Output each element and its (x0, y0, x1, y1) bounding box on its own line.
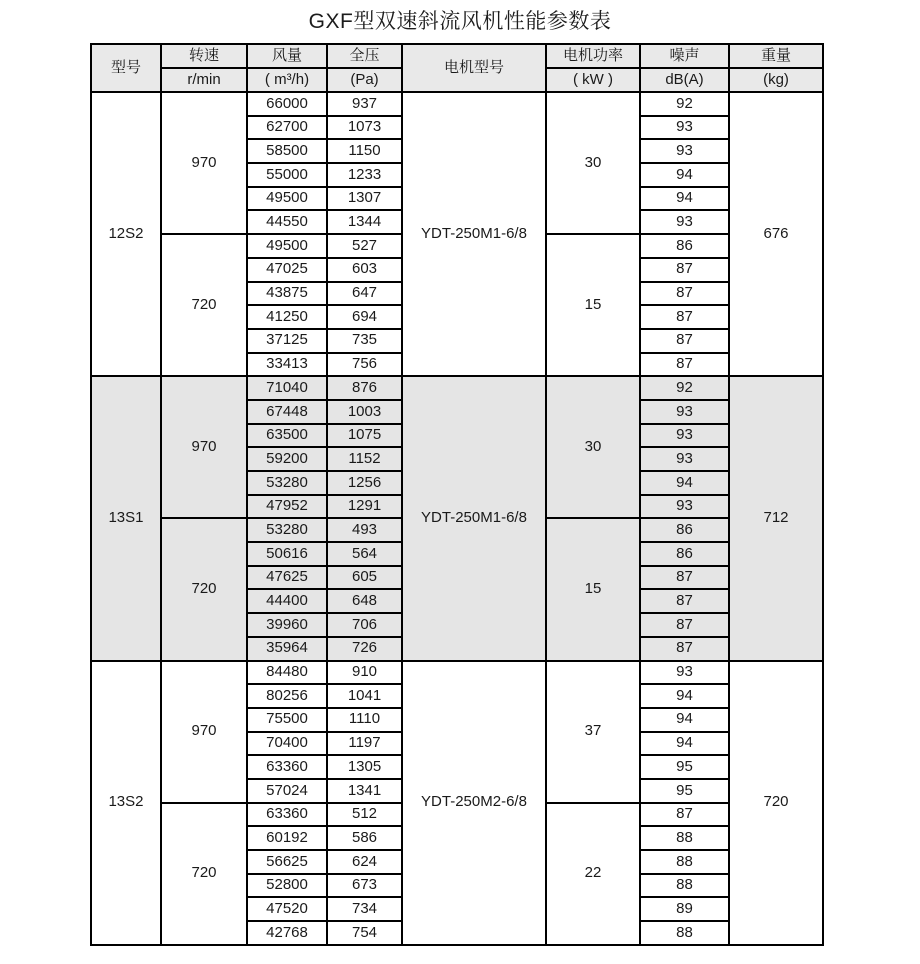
power-cell: 30 (546, 376, 640, 518)
page-title: GXF型双速斜流风机性能参数表 (308, 10, 612, 33)
pressure-cell: 726 (327, 637, 402, 661)
flow-cell: 44550 (247, 210, 327, 234)
pressure-cell: 706 (327, 613, 402, 637)
flow-cell: 49500 (247, 187, 327, 211)
noise-cell: 94 (640, 708, 729, 732)
pressure-cell: 1041 (327, 684, 402, 708)
pressure-cell: 1075 (327, 424, 402, 448)
pressure-cell: 754 (327, 921, 402, 945)
noise-cell: 93 (640, 116, 729, 140)
noise-cell: 95 (640, 779, 729, 803)
motor-cell: YDT-250M2-6/8 (402, 661, 546, 945)
noise-cell: 93 (640, 424, 729, 448)
pressure-cell: 937 (327, 92, 402, 116)
header-noise-unit: dB(A) (640, 68, 729, 92)
flow-cell: 56625 (247, 850, 327, 874)
header-pressure: 全压 (327, 44, 402, 68)
noise-cell: 87 (640, 566, 729, 590)
flow-cell: 52800 (247, 874, 327, 898)
pressure-cell: 734 (327, 897, 402, 921)
pressure-cell: 1305 (327, 755, 402, 779)
model-cell: 13S1 (91, 376, 161, 660)
noise-cell: 86 (640, 234, 729, 258)
pressure-cell: 647 (327, 282, 402, 306)
pressure-cell: 1073 (327, 116, 402, 140)
noise-cell: 87 (640, 353, 729, 377)
flow-cell: 63500 (247, 424, 327, 448)
power-cell: 22 (546, 803, 640, 945)
speed-cell: 970 (161, 376, 247, 518)
flow-cell: 33413 (247, 353, 327, 377)
flow-cell: 53280 (247, 471, 327, 495)
noise-cell: 95 (640, 755, 729, 779)
flow-cell: 75500 (247, 708, 327, 732)
pressure-cell: 527 (327, 234, 402, 258)
noise-cell: 93 (640, 210, 729, 234)
pressure-cell: 1152 (327, 447, 402, 471)
speed-cell: 720 (161, 234, 247, 376)
speed-cell: 970 (161, 661, 247, 803)
flow-cell: 59200 (247, 447, 327, 471)
pressure-cell: 564 (327, 542, 402, 566)
flow-cell: 47625 (247, 566, 327, 590)
header-weight: 重量 (729, 44, 823, 68)
header-weight-unit: (kg) (729, 68, 823, 92)
flow-cell: 44400 (247, 589, 327, 613)
pressure-cell: 910 (327, 661, 402, 685)
pressure-cell: 1307 (327, 187, 402, 211)
pressure-cell: 624 (327, 850, 402, 874)
flow-cell: 37125 (247, 329, 327, 353)
flow-cell: 47520 (247, 897, 327, 921)
pressure-cell: 1150 (327, 139, 402, 163)
noise-cell: 93 (640, 400, 729, 424)
pressure-cell: 1291 (327, 495, 402, 519)
flow-cell: 42768 (247, 921, 327, 945)
noise-cell: 94 (640, 163, 729, 187)
flow-cell: 58500 (247, 139, 327, 163)
pressure-cell: 603 (327, 258, 402, 282)
model-cell: 12S2 (91, 92, 161, 376)
table-body (91, 92, 823, 945)
pressure-cell: 673 (327, 874, 402, 898)
pressure-cell: 586 (327, 826, 402, 850)
noise-cell: 92 (640, 92, 729, 116)
noise-cell: 94 (640, 471, 729, 495)
noise-cell: 87 (640, 282, 729, 306)
flow-cell: 62700 (247, 116, 327, 140)
noise-cell: 87 (640, 613, 729, 637)
pressure-cell: 694 (327, 305, 402, 329)
table-row (91, 661, 823, 685)
flow-cell: 84480 (247, 661, 327, 685)
flow-cell: 43875 (247, 282, 327, 306)
noise-cell: 87 (640, 329, 729, 353)
noise-cell: 94 (640, 732, 729, 756)
flow-cell: 55000 (247, 163, 327, 187)
flow-cell: 67448 (247, 400, 327, 424)
model-cell: 13S2 (91, 661, 161, 945)
pressure-cell: 756 (327, 353, 402, 377)
weight-cell: 712 (729, 376, 823, 660)
pressure-cell: 1256 (327, 471, 402, 495)
header-power-unit: ( kW ) (546, 68, 640, 92)
flow-cell: 35964 (247, 637, 327, 661)
noise-cell: 87 (640, 589, 729, 613)
power-cell: 15 (546, 234, 640, 376)
motor-cell: YDT-250M1-6/8 (402, 92, 546, 376)
power-cell: 15 (546, 518, 640, 660)
header-flow: 风量 (247, 44, 327, 68)
flow-cell: 39960 (247, 613, 327, 637)
pressure-cell: 1197 (327, 732, 402, 756)
noise-cell: 93 (640, 661, 729, 685)
pressure-cell: 493 (327, 518, 402, 542)
noise-cell: 93 (640, 139, 729, 163)
noise-cell: 87 (640, 803, 729, 827)
weight-cell: 720 (729, 661, 823, 945)
noise-cell: 88 (640, 874, 729, 898)
noise-cell: 94 (640, 684, 729, 708)
noise-cell: 93 (640, 447, 729, 471)
header-speed-unit: r/min (161, 68, 247, 92)
flow-cell: 80256 (247, 684, 327, 708)
pressure-cell: 735 (327, 329, 402, 353)
flow-cell: 41250 (247, 305, 327, 329)
pressure-cell: 1344 (327, 210, 402, 234)
speed-cell: 720 (161, 803, 247, 945)
fan-performance-table (90, 43, 824, 946)
flow-cell: 63360 (247, 755, 327, 779)
flow-cell: 47952 (247, 495, 327, 519)
flow-cell: 47025 (247, 258, 327, 282)
noise-cell: 88 (640, 921, 729, 945)
speed-cell: 970 (161, 92, 247, 234)
pressure-cell: 1341 (327, 779, 402, 803)
pressure-cell: 605 (327, 566, 402, 590)
table-row (91, 92, 823, 116)
power-cell: 37 (546, 661, 640, 803)
flow-cell: 60192 (247, 826, 327, 850)
table-header (91, 44, 823, 92)
noise-cell: 93 (640, 495, 729, 519)
noise-cell: 86 (640, 542, 729, 566)
pressure-cell: 1003 (327, 400, 402, 424)
pressure-cell: 876 (327, 376, 402, 400)
header-row-1 (91, 44, 823, 68)
pressure-cell: 648 (327, 589, 402, 613)
flow-cell: 70400 (247, 732, 327, 756)
flow-cell: 50616 (247, 542, 327, 566)
header-motor: 电机型号 (402, 44, 546, 92)
header-model: 型号 (91, 44, 161, 92)
noise-cell: 88 (640, 850, 729, 874)
header-pressure-unit: (Pa) (327, 68, 402, 92)
noise-cell: 92 (640, 376, 729, 400)
table-row (91, 376, 823, 400)
noise-cell: 87 (640, 637, 729, 661)
header-flow-unit: ( m³/h) (247, 68, 327, 92)
noise-cell: 94 (640, 187, 729, 211)
flow-cell: 53280 (247, 518, 327, 542)
noise-cell: 89 (640, 897, 729, 921)
weight-cell: 676 (729, 92, 823, 376)
flow-cell: 57024 (247, 779, 327, 803)
flow-cell: 63360 (247, 803, 327, 827)
motor-cell: YDT-250M1-6/8 (402, 376, 546, 660)
header-noise: 噪声 (640, 44, 729, 68)
flow-cell: 71040 (247, 376, 327, 400)
noise-cell: 88 (640, 826, 729, 850)
power-cell: 30 (546, 92, 640, 234)
pressure-cell: 512 (327, 803, 402, 827)
pressure-cell: 1110 (327, 708, 402, 732)
flow-cell: 49500 (247, 234, 327, 258)
speed-cell: 720 (161, 518, 247, 660)
noise-cell: 86 (640, 518, 729, 542)
noise-cell: 87 (640, 305, 729, 329)
flow-cell: 66000 (247, 92, 327, 116)
header-power: 电机功率 (546, 44, 640, 68)
noise-cell: 87 (640, 258, 729, 282)
pressure-cell: 1233 (327, 163, 402, 187)
header-speed: 转速 (161, 44, 247, 68)
